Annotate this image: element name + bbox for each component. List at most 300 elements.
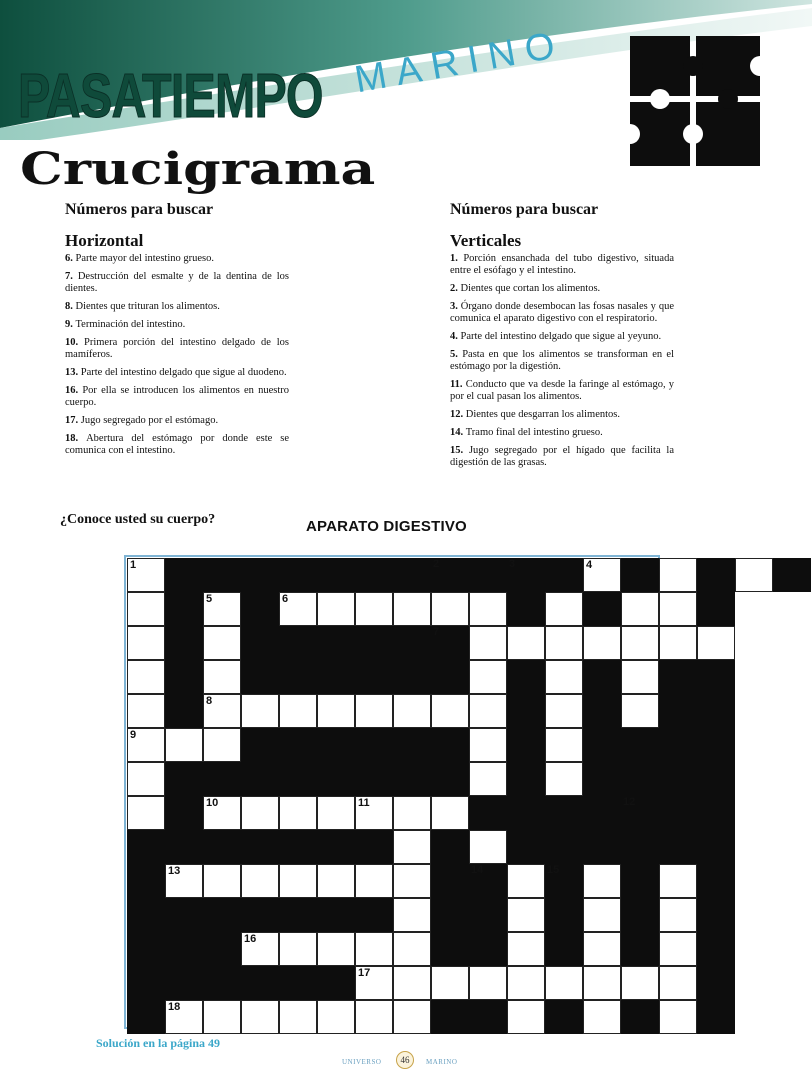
crossword-cell[interactable] bbox=[127, 660, 165, 694]
clue-number: 12. bbox=[450, 409, 466, 420]
crossword-block bbox=[317, 830, 355, 864]
crossword-block bbox=[507, 830, 545, 864]
crossword-cell[interactable] bbox=[241, 932, 279, 966]
horizontal-clue bbox=[65, 301, 289, 313]
footer-right-text: MARINO bbox=[426, 1058, 458, 1066]
crossword-cell[interactable] bbox=[431, 966, 469, 1000]
crossword-cell[interactable] bbox=[355, 932, 393, 966]
clue-text: Terminación del intestino. bbox=[75, 319, 186, 330]
clue-text: Primera porción del intestino delgado de los mamíferos. bbox=[65, 337, 289, 360]
cell-number: 6 bbox=[282, 593, 289, 605]
cell-number: 1 bbox=[130, 559, 137, 571]
cell-number: 11 bbox=[358, 797, 370, 809]
crossword-cell[interactable] bbox=[317, 796, 355, 830]
crossword-cell[interactable] bbox=[203, 728, 241, 762]
vertical-clue bbox=[450, 301, 674, 325]
crossword-block bbox=[507, 660, 545, 694]
vertical-clue bbox=[450, 283, 674, 295]
crossword-cell[interactable] bbox=[583, 932, 621, 966]
crossword-block bbox=[621, 762, 659, 796]
crossword-cell[interactable] bbox=[127, 626, 165, 660]
crossword-block bbox=[545, 932, 583, 966]
cell-number: 12 bbox=[623, 796, 636, 808]
cell-number: 8 bbox=[206, 695, 213, 707]
crossword-cell[interactable] bbox=[393, 796, 431, 830]
crossword-block bbox=[697, 660, 735, 694]
clue-number: 16. bbox=[65, 385, 83, 396]
crossword-block bbox=[621, 558, 659, 592]
crossword-cell[interactable] bbox=[393, 694, 431, 728]
horizontal-clue bbox=[65, 415, 289, 427]
crossword-block bbox=[317, 966, 355, 1000]
clue-text: Jugo segregado por el estómago. bbox=[80, 415, 219, 426]
section-title: Crucigrama bbox=[20, 144, 376, 195]
crossword-cell[interactable] bbox=[393, 966, 431, 1000]
cell-number: 10 bbox=[206, 797, 219, 809]
crossword-cell[interactable] bbox=[203, 796, 241, 830]
crossword-block bbox=[545, 864, 583, 898]
cell-number: 3 bbox=[509, 558, 516, 570]
crossword-block bbox=[279, 830, 317, 864]
crossword-block bbox=[165, 660, 203, 694]
question-text: ¿Conoce usted su cuerpo? bbox=[60, 512, 216, 527]
cell-number: 7 bbox=[433, 626, 440, 638]
clue-text: Dientes que cortan los alimentos. bbox=[460, 283, 601, 294]
crossword-block bbox=[241, 626, 279, 660]
clue-number: 6. bbox=[65, 253, 76, 264]
crossword-cell[interactable] bbox=[469, 830, 507, 864]
horizontal-heading: Horizontal bbox=[65, 231, 144, 250]
crossword-block bbox=[431, 558, 469, 592]
crossword-cell[interactable] bbox=[317, 1000, 355, 1034]
crossword-block bbox=[355, 898, 393, 932]
crossword-block bbox=[583, 694, 621, 728]
crossword-block bbox=[697, 932, 735, 966]
crossword-block bbox=[279, 626, 317, 660]
crossword-cell[interactable] bbox=[507, 626, 545, 660]
vertical-clue bbox=[450, 349, 674, 373]
vertical-clue bbox=[450, 445, 674, 469]
crossword-block bbox=[545, 1000, 583, 1034]
magazine-subtitle: MARINO bbox=[351, 23, 568, 102]
crossword-cell[interactable] bbox=[659, 932, 697, 966]
crossword-cell[interactable] bbox=[203, 694, 241, 728]
vertical-heading: Verticales bbox=[450, 231, 522, 250]
crossword-cell[interactable] bbox=[431, 592, 469, 626]
crossword-cell[interactable] bbox=[583, 558, 621, 592]
crossword-block bbox=[583, 728, 621, 762]
crossword-cell[interactable] bbox=[583, 898, 621, 932]
horizontal-clue-list bbox=[65, 253, 289, 457]
crossword-block bbox=[279, 660, 317, 694]
crossword-cell[interactable] bbox=[279, 932, 317, 966]
crossword-cell[interactable] bbox=[621, 694, 659, 728]
crossword-cell[interactable] bbox=[355, 592, 393, 626]
crossword-cell[interactable] bbox=[583, 1000, 621, 1034]
crossword-cell[interactable] bbox=[165, 728, 203, 762]
crossword-cell[interactable] bbox=[393, 592, 431, 626]
crossword-cell[interactable] bbox=[659, 592, 697, 626]
crossword-cell[interactable] bbox=[241, 796, 279, 830]
clue-text: Por ella se introducen los alimentos en nuestro cuerpo. bbox=[65, 385, 289, 408]
crossword-block bbox=[697, 830, 735, 864]
horizontal-clue bbox=[65, 433, 289, 457]
crossword-block bbox=[431, 898, 469, 932]
crossword-block bbox=[659, 728, 697, 762]
horizontal-clue bbox=[65, 385, 289, 409]
crossword-block bbox=[355, 762, 393, 796]
crossword-block bbox=[317, 558, 355, 592]
crossword-cell[interactable] bbox=[659, 898, 697, 932]
crossword-cell[interactable] bbox=[165, 864, 203, 898]
clue-number: 15. bbox=[450, 445, 469, 456]
vertical-clues-column bbox=[450, 201, 675, 475]
vertical-clue bbox=[450, 427, 674, 439]
clue-number: 18. bbox=[65, 433, 87, 444]
crossword-block bbox=[241, 830, 279, 864]
right-heading: Números para buscar bbox=[450, 201, 599, 218]
crossword-block bbox=[165, 898, 203, 932]
crossword-cell[interactable] bbox=[241, 694, 279, 728]
crossword-cell[interactable] bbox=[697, 626, 735, 660]
crossword-block bbox=[203, 830, 241, 864]
crossword-block bbox=[203, 932, 241, 966]
crossword-block bbox=[697, 864, 735, 898]
crossword-block bbox=[165, 762, 203, 796]
crossword-cell[interactable] bbox=[583, 966, 621, 1000]
clue-number: 5. bbox=[450, 349, 463, 360]
crossword-block bbox=[469, 932, 507, 966]
crossword-block bbox=[431, 1000, 469, 1034]
clue-number: 1. bbox=[450, 253, 464, 264]
crossword-cell[interactable] bbox=[393, 864, 431, 898]
crossword-cell[interactable] bbox=[545, 762, 583, 796]
crossword-block bbox=[507, 694, 545, 728]
cell-number: 17 bbox=[358, 967, 371, 979]
clue-text: Dientes que trituran los alimentos. bbox=[75, 301, 220, 312]
crossword-cell[interactable] bbox=[165, 1000, 203, 1034]
crossword-block bbox=[697, 966, 735, 1000]
cell-number: 2 bbox=[433, 558, 440, 570]
crossword-cell[interactable] bbox=[469, 728, 507, 762]
crossword-cell[interactable] bbox=[545, 966, 583, 1000]
crossword-block bbox=[241, 558, 279, 592]
crossword-block bbox=[165, 694, 203, 728]
crossword-cell[interactable] bbox=[583, 626, 621, 660]
crossword-block bbox=[431, 660, 469, 694]
crossword-block bbox=[621, 796, 659, 830]
crossword-block bbox=[583, 762, 621, 796]
crossword-cell[interactable] bbox=[241, 1000, 279, 1034]
crossword-block bbox=[545, 898, 583, 932]
crossword-block bbox=[697, 762, 735, 796]
cell-number: 9 bbox=[130, 729, 137, 741]
crossword-block bbox=[393, 626, 431, 660]
crossword-block bbox=[355, 626, 393, 660]
crossword-cell[interactable] bbox=[393, 932, 431, 966]
clue-text: Jugo segregado por el hígado que facilita la digestión de las grasas. bbox=[450, 445, 675, 468]
clue-number: 8. bbox=[65, 301, 76, 312]
crossword-block bbox=[165, 830, 203, 864]
crossword-cell[interactable] bbox=[279, 592, 317, 626]
clue-number: 9. bbox=[65, 319, 76, 330]
cell-number: 16 bbox=[244, 933, 257, 945]
crossword-block bbox=[165, 592, 203, 626]
crossword-block bbox=[469, 898, 507, 932]
cell-number: 18 bbox=[168, 1001, 181, 1013]
crossword-cell[interactable] bbox=[659, 966, 697, 1000]
crossword-cell[interactable] bbox=[355, 1000, 393, 1034]
crossword-block bbox=[317, 898, 355, 932]
crossword-block bbox=[279, 762, 317, 796]
vertical-clue bbox=[450, 409, 674, 421]
clue-text: Conducto que va desde la faringe al estómago, y por el cual pasan los alimentos. bbox=[450, 379, 675, 402]
crossword-block bbox=[659, 796, 697, 830]
crossword-block bbox=[355, 728, 393, 762]
crossword-block bbox=[165, 558, 203, 592]
footer-logo bbox=[342, 1048, 460, 1074]
crossword-block bbox=[507, 728, 545, 762]
crossword-cell[interactable] bbox=[469, 762, 507, 796]
crossword-cell[interactable] bbox=[317, 864, 355, 898]
crossword-block bbox=[507, 558, 545, 592]
crossword-cell[interactable] bbox=[659, 626, 697, 660]
crossword-cell[interactable] bbox=[545, 660, 583, 694]
page-number: 46 bbox=[396, 1051, 414, 1069]
crossword-cell[interactable] bbox=[127, 796, 165, 830]
crossword-cell[interactable] bbox=[621, 966, 659, 1000]
crossword-block bbox=[697, 558, 735, 592]
crossword-block bbox=[165, 796, 203, 830]
crossword-cell[interactable] bbox=[507, 864, 545, 898]
crossword-block bbox=[469, 864, 507, 898]
vertical-clue bbox=[450, 253, 674, 277]
crossword-cell[interactable] bbox=[203, 660, 241, 694]
cell-number: 5 bbox=[206, 593, 213, 605]
crossword-block bbox=[203, 966, 241, 1000]
crossword-block bbox=[203, 898, 241, 932]
crossword-block bbox=[697, 898, 735, 932]
crossword-block bbox=[431, 762, 469, 796]
crossword-cell[interactable] bbox=[393, 1000, 431, 1034]
crossword-cell[interactable] bbox=[127, 694, 165, 728]
crossword-block bbox=[621, 728, 659, 762]
crossword-cell[interactable] bbox=[355, 694, 393, 728]
crossword-block bbox=[241, 660, 279, 694]
clue-text: Parte del intestino delgado que sigue al yeyuno. bbox=[460, 331, 662, 342]
crossword-cell[interactable] bbox=[279, 694, 317, 728]
crossword-cell[interactable] bbox=[431, 796, 469, 830]
clue-number: 17. bbox=[65, 415, 81, 426]
vertical-clue bbox=[450, 379, 674, 403]
crossword-cell[interactable] bbox=[469, 966, 507, 1000]
crossword-title: APARATO DIGESTIVO bbox=[306, 518, 467, 535]
cell-number: 14 bbox=[471, 864, 484, 876]
crossword-block bbox=[393, 728, 431, 762]
crossword-block bbox=[697, 592, 735, 626]
crossword-cell[interactable] bbox=[431, 694, 469, 728]
crossword-block bbox=[545, 830, 583, 864]
clue-number: 14. bbox=[450, 427, 466, 438]
left-heading: Números para buscar bbox=[65, 201, 214, 218]
crossword-cell[interactable] bbox=[279, 864, 317, 898]
crossword-cell[interactable] bbox=[659, 864, 697, 898]
crossword-block bbox=[127, 898, 165, 932]
horizontal-clue bbox=[65, 319, 289, 331]
crossword-cell[interactable] bbox=[355, 796, 393, 830]
crossword-cell[interactable] bbox=[507, 1000, 545, 1034]
crossword-block bbox=[393, 762, 431, 796]
crossword-block bbox=[241, 898, 279, 932]
crossword-cell[interactable] bbox=[583, 864, 621, 898]
crossword-block bbox=[165, 966, 203, 1000]
crossword-cell[interactable] bbox=[659, 1000, 697, 1034]
crossword-block bbox=[773, 558, 811, 592]
crossword-block bbox=[659, 694, 697, 728]
crossword-block bbox=[241, 592, 279, 626]
crossword-cell[interactable] bbox=[469, 694, 507, 728]
horizontal-clue bbox=[65, 253, 289, 265]
clue-text: Abertura del estómago por donde este se comunica con el intestino. bbox=[65, 433, 289, 456]
crossword-block bbox=[241, 966, 279, 1000]
crossword-cell[interactable] bbox=[127, 762, 165, 796]
crossword-block bbox=[697, 728, 735, 762]
crossword-cell[interactable] bbox=[621, 592, 659, 626]
crossword-block bbox=[127, 830, 165, 864]
crossword-block bbox=[317, 762, 355, 796]
puzzle-pieces-logo bbox=[630, 36, 760, 166]
crossword-block bbox=[621, 864, 659, 898]
crossword-cell[interactable] bbox=[279, 796, 317, 830]
horizontal-clue bbox=[65, 367, 289, 379]
crossword-block bbox=[545, 558, 583, 592]
crossword-cell[interactable] bbox=[317, 694, 355, 728]
crossword-cell[interactable] bbox=[241, 864, 279, 898]
crossword-block bbox=[431, 830, 469, 864]
crossword-block bbox=[165, 932, 203, 966]
crossword-cell[interactable] bbox=[469, 592, 507, 626]
crossword-cell[interactable] bbox=[469, 626, 507, 660]
crossword-cell[interactable] bbox=[545, 694, 583, 728]
crossword-cell[interactable] bbox=[659, 558, 697, 592]
crossword-block bbox=[659, 762, 697, 796]
horizontal-clue bbox=[65, 337, 289, 361]
horizontal-clues-column bbox=[65, 201, 290, 463]
cell-number: 13 bbox=[168, 865, 181, 877]
crossword-block bbox=[469, 558, 507, 592]
clue-text: Tramo final del intestino grueso. bbox=[465, 427, 603, 438]
crossword-block bbox=[203, 762, 241, 796]
crossword-cell[interactable] bbox=[545, 728, 583, 762]
crossword-cell[interactable] bbox=[393, 898, 431, 932]
crossword-cell[interactable] bbox=[621, 626, 659, 660]
crossword-block bbox=[621, 1000, 659, 1034]
cell-number: 4 bbox=[586, 559, 593, 571]
crossword-block bbox=[279, 966, 317, 1000]
crossword-block bbox=[165, 626, 203, 660]
solution-note: Solución en la página 49 bbox=[96, 1036, 221, 1050]
vertical-clue bbox=[450, 331, 674, 343]
crossword-block bbox=[583, 592, 621, 626]
crossword-block bbox=[317, 660, 355, 694]
clue-text: Dientes que desgarran los alimentos. bbox=[465, 409, 620, 420]
magazine-title: PASATIEMPO bbox=[18, 62, 323, 131]
crossword-cell[interactable] bbox=[393, 830, 431, 864]
clue-number: 13. bbox=[65, 367, 81, 378]
crossword-cell[interactable] bbox=[127, 728, 165, 762]
clue-text: Parte del intestino delgado que sigue al duodeno. bbox=[80, 367, 287, 378]
crossword-cell[interactable] bbox=[355, 966, 393, 1000]
vertical-clue-list bbox=[450, 253, 674, 469]
crossword-block bbox=[697, 1000, 735, 1034]
crossword-block bbox=[507, 592, 545, 626]
crossword-cell[interactable] bbox=[507, 898, 545, 932]
crossword-block bbox=[279, 728, 317, 762]
crossword-cell[interactable] bbox=[621, 660, 659, 694]
crossword-cell[interactable] bbox=[469, 660, 507, 694]
crossword-cell[interactable] bbox=[203, 864, 241, 898]
crossword-block bbox=[469, 1000, 507, 1034]
crossword-cell[interactable] bbox=[203, 592, 241, 626]
crossword-cell[interactable] bbox=[127, 592, 165, 626]
cell-number: 15 bbox=[547, 864, 560, 876]
crossword-block bbox=[317, 728, 355, 762]
crossword-block bbox=[469, 796, 507, 830]
crossword-block bbox=[621, 898, 659, 932]
clue-number: 3. bbox=[450, 301, 461, 312]
crossword-block bbox=[355, 558, 393, 592]
crossword-block bbox=[431, 626, 469, 660]
crossword-block bbox=[317, 626, 355, 660]
crossword-block bbox=[355, 830, 393, 864]
crossword-cell[interactable] bbox=[355, 864, 393, 898]
crossword-cell[interactable] bbox=[507, 932, 545, 966]
crossword-cell[interactable] bbox=[545, 592, 583, 626]
crossword-block bbox=[507, 762, 545, 796]
crossword-block bbox=[431, 932, 469, 966]
crossword-cell[interactable] bbox=[317, 592, 355, 626]
crossword-cell[interactable] bbox=[203, 1000, 241, 1034]
clue-number: 4. bbox=[450, 331, 461, 342]
crossword-block bbox=[279, 558, 317, 592]
clue-text: Órgano donde desembocan las fosas nasales y que comunica el aparato digestivo con el respiratorio. bbox=[450, 301, 674, 324]
crossword-block bbox=[431, 728, 469, 762]
footer-left-text: UNIVERSO bbox=[342, 1058, 382, 1066]
crossword-cell[interactable] bbox=[127, 558, 165, 592]
horizontal-clue bbox=[65, 271, 289, 295]
crossword-cell[interactable] bbox=[203, 626, 241, 660]
crossword-block bbox=[697, 796, 735, 830]
crossword-block bbox=[203, 558, 241, 592]
crossword-block bbox=[127, 864, 165, 898]
crossword-block bbox=[583, 796, 621, 830]
crossword-grid bbox=[124, 555, 660, 1029]
crossword-cell[interactable] bbox=[735, 558, 773, 592]
clue-number: 7. bbox=[65, 271, 78, 282]
crossword-cell[interactable] bbox=[279, 1000, 317, 1034]
crossword-cell[interactable] bbox=[545, 626, 583, 660]
crossword-block bbox=[697, 694, 735, 728]
crossword-block bbox=[393, 660, 431, 694]
crossword-block bbox=[659, 830, 697, 864]
crossword-block bbox=[583, 830, 621, 864]
crossword-cell[interactable] bbox=[317, 932, 355, 966]
crossword-cell[interactable] bbox=[507, 966, 545, 1000]
crossword-block bbox=[127, 1000, 165, 1034]
crossword-block bbox=[583, 660, 621, 694]
clue-number: 2. bbox=[450, 283, 461, 294]
clue-text: Pasta en que los alimentos se transforman en el estómago por la digestión. bbox=[450, 349, 675, 372]
